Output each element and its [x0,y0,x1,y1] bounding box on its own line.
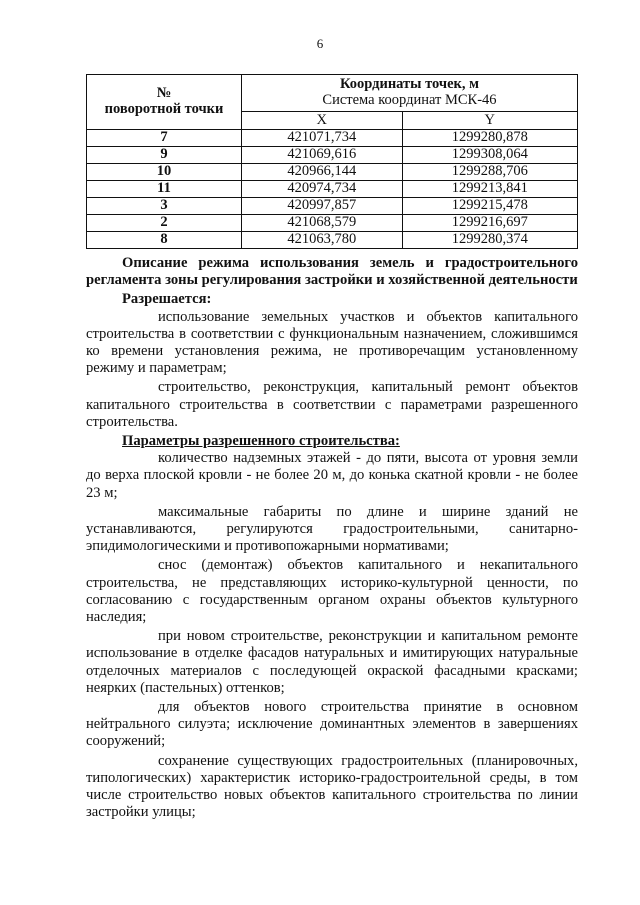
y-coordinate: 1299280,374 [402,232,578,249]
x-coordinate: 421071,734 [242,130,403,147]
y-coordinate: 1299308,064 [402,147,578,164]
point-number-header-line1: № [156,85,172,102]
allowed-item: строительство, реконструкция, капитальный ремонт объектов капитального строительства в соответствии с параметрами разрешенного строительства. [86,379,578,430]
table-row [87,147,578,164]
x-coordinate: 420966,144 [242,164,403,181]
point-number: 7 [87,130,242,147]
y-coordinate: 1299288,706 [402,164,578,181]
section-heading: Описание режима использования земель и градостроительного регламента зоны регулирования застройки и хозяйственной деятельности [86,255,578,289]
y-coordinate: 1299213,841 [402,181,578,198]
params-item: количество надземных этажей - до пяти, высота от уровня земли до верха плоской кровли - не более 20 м, до конька скатной кровли - не более 23 м; [86,450,578,501]
allowed-title: Разрешается: [122,291,212,308]
point-number-header-line2: поворотной точки [104,101,224,117]
point-number-header [87,75,242,130]
y-coordinate: 1299216,697 [402,215,578,232]
point-number: 2 [87,215,242,232]
y-coordinate: 1299215,478 [402,198,578,215]
table-row [87,181,578,198]
x-coordinate: 421063,780 [242,232,403,249]
allowed-item: использование земельных участков и объектов капитального строительства в соответствии с функциональным назначением, сложившимся ко времени установления режима, не противоречащим установленному режиму и параметрам; [86,308,578,377]
params-title: Параметры разрешенного строительства: [122,433,400,450]
table-row [87,130,578,147]
params-item: максимальные габариты по длине и ширине зданий не устанавливаются, регулируются градостроительными, санитарно-эпидимологическими и противопожарными нормативами; [86,503,578,555]
x-coordinate: 420997,857 [242,198,403,215]
point-number: 3 [87,198,242,215]
page-number: 6 [316,36,324,51]
table-header-row [87,75,578,112]
params-item: при новом строительстве, реконструкции и капитальном ремонте использование в отделке фасадов натуральных и имитирующих натуральные отделочных материалов с последующей окраской фасадными красками; неярких (пастельных) оттенков; [86,628,578,696]
x-coordinate: 421069,616 [242,147,403,164]
point-number: 8 [87,232,242,249]
coordinates-header-line2: Система координат МСК-46 [322,92,497,108]
point-number: 10 [87,164,242,181]
y-column-header: Y [402,112,578,130]
x-coordinate: 420974,734 [242,181,403,198]
params-item: снос (демонтаж) объектов капитального и некапитального строительства, не представляющих историко-культурной ценности, по согласованию с государственным органом охраны объектов культурного наследия; [86,557,578,626]
point-number: 9 [87,147,242,164]
coordinates-table [86,74,578,249]
table-row [87,198,578,215]
table-row [87,164,578,181]
params-item: сохранение существующих градостроительных (планировочных, типологических) характеристик историко-градостроительной среды, в том числе строительство новых объектов капитального строительства по линии застройки улицы; [86,752,578,821]
x-column-header: X [242,112,403,130]
coordinates-header-line1: Координаты точек, м [339,76,480,93]
coordinates-header [242,75,578,112]
table-row [87,215,578,232]
x-coordinate: 421068,579 [242,215,403,232]
table-row [87,232,578,249]
params-item: для объектов нового строительства принятие в основном нейтрального силуэта; исключение доминантных элементов в завершениях сооружений; [86,699,578,750]
y-coordinate: 1299280,878 [402,130,578,147]
regulation-text [86,255,578,822]
point-number: 11 [87,181,242,198]
